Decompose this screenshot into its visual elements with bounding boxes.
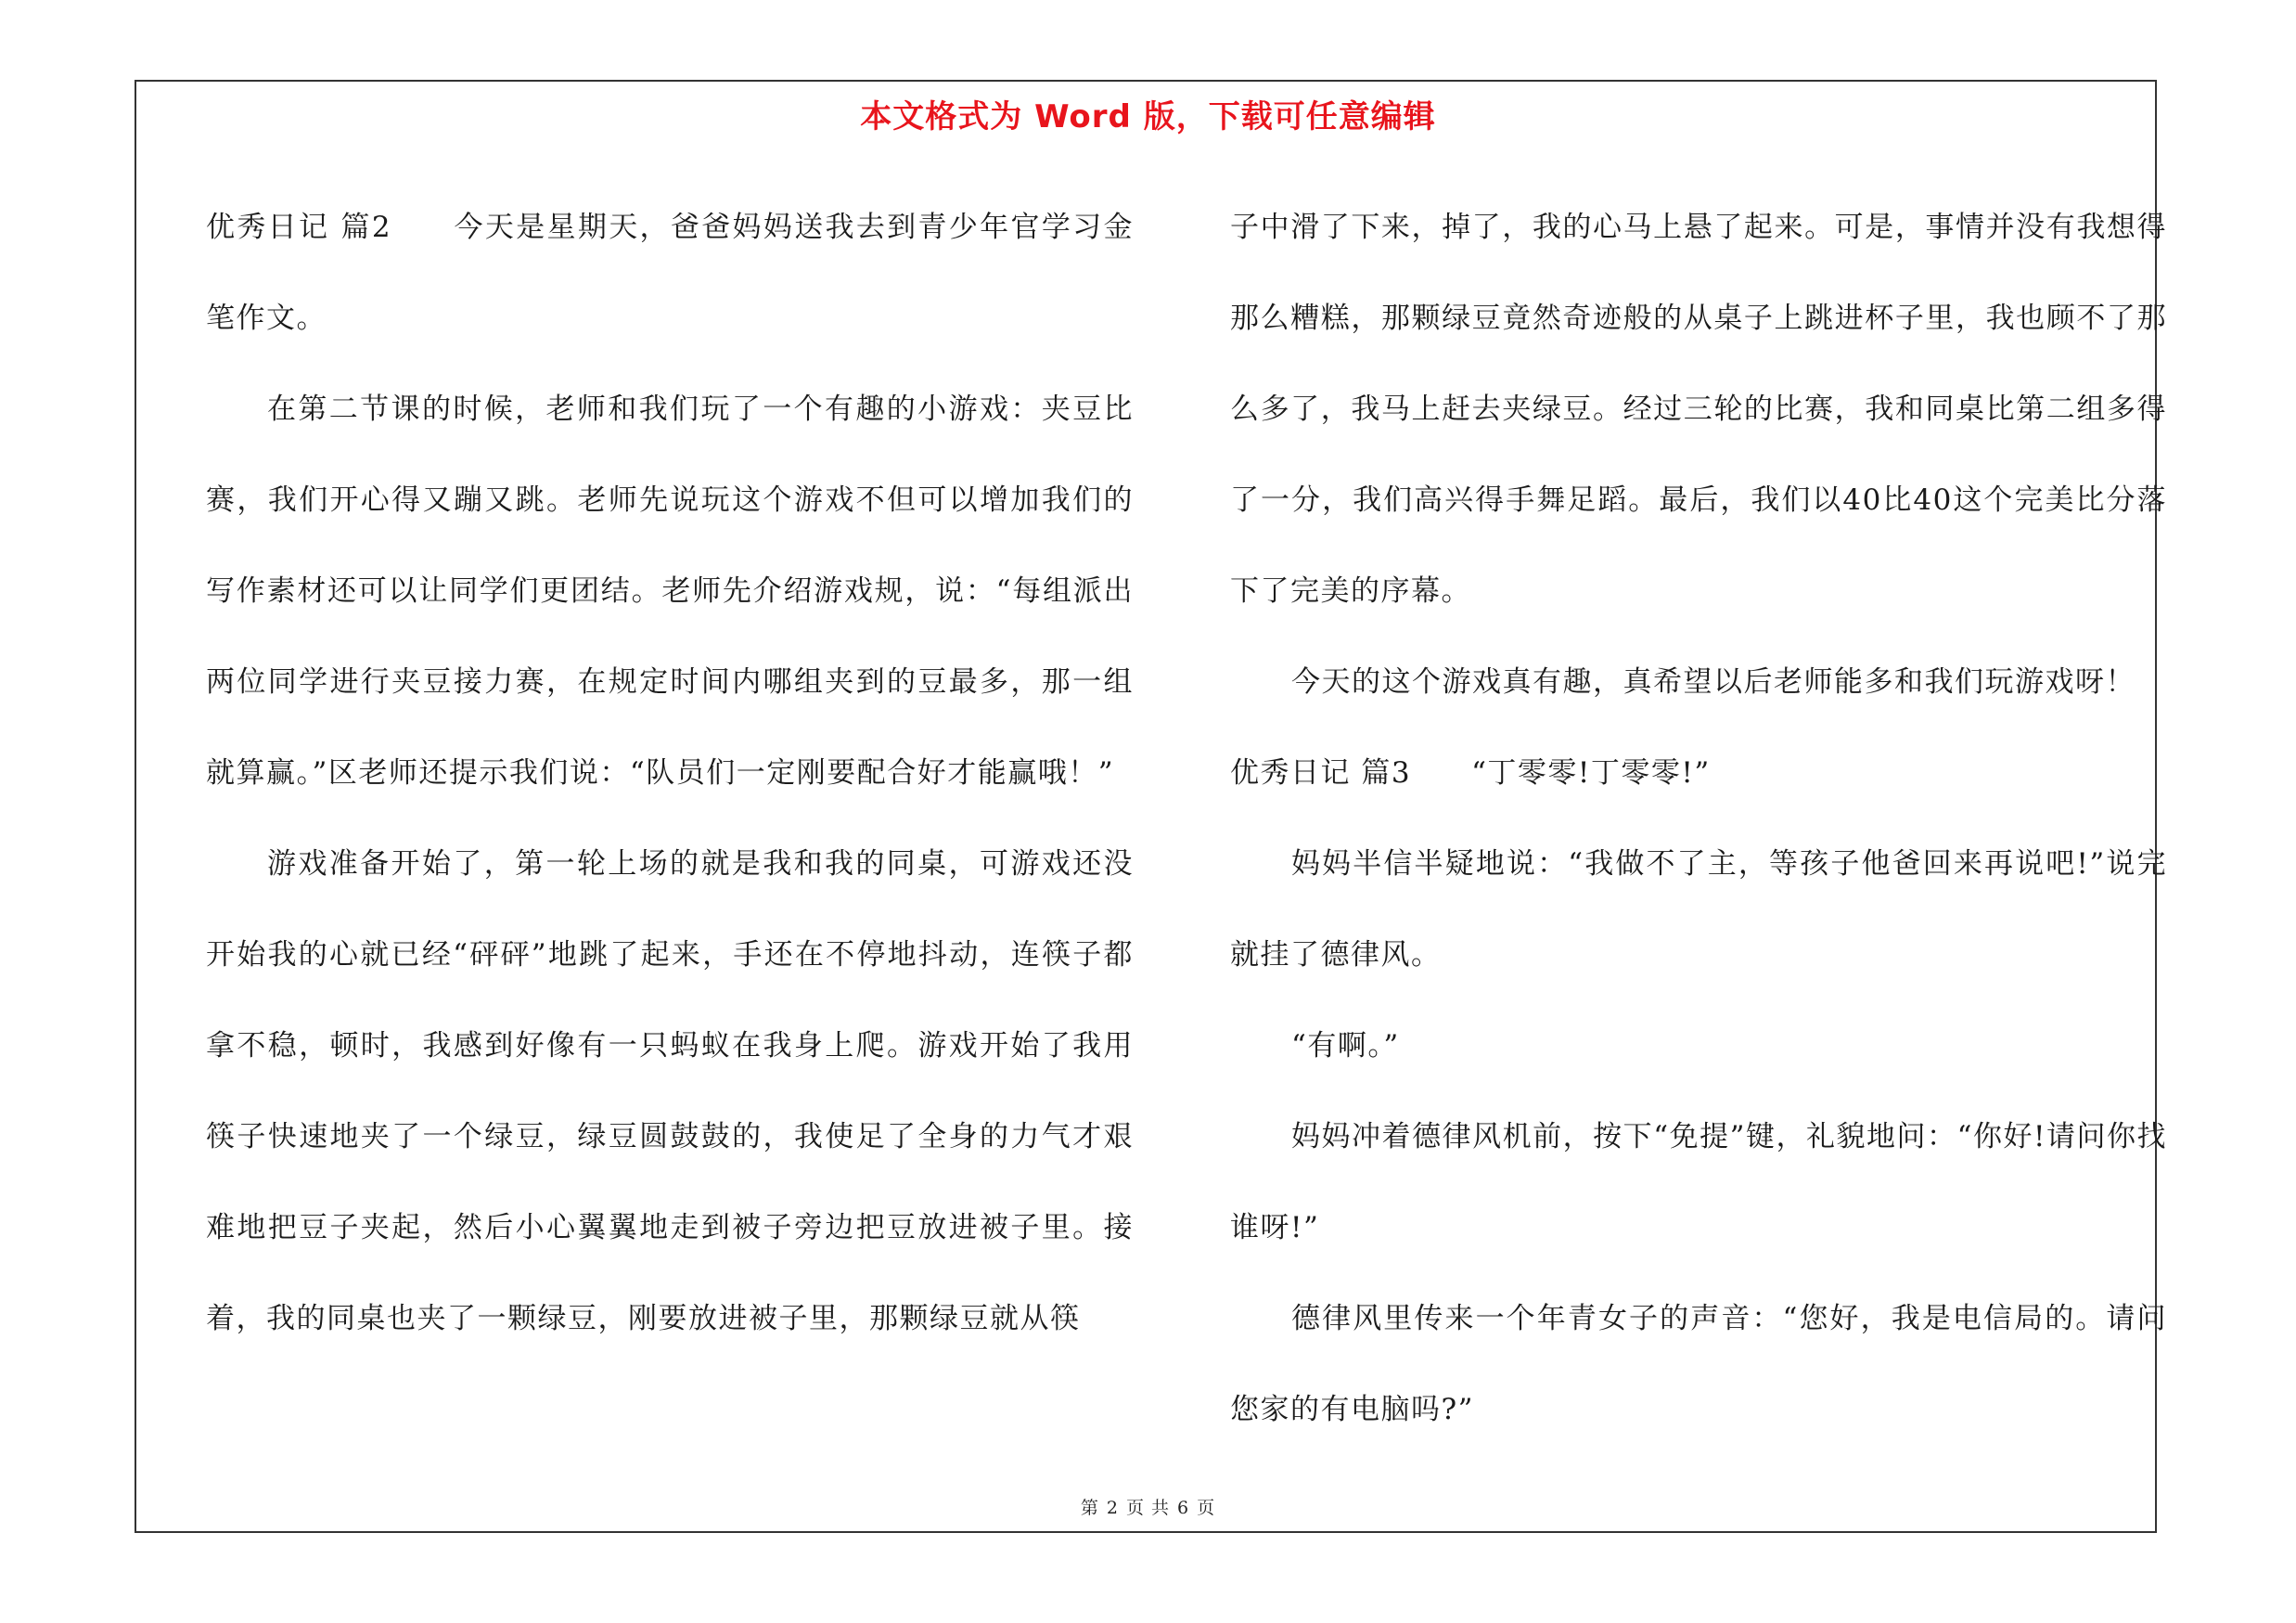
paragraph-entry2-start: 优秀日记 篇2 今天是星期天，爸爸妈妈送我去到青少年官学习金笔作文。 [206,211,1134,335]
paragraph-entry3-start: 优秀日记 篇3 “丁零零!丁零零!” [1230,756,1711,790]
footer-total-pages: 6 [1177,1498,1190,1518]
footer-suffix: 页 [1197,1498,1216,1518]
paragraph-game-continue: 子中滑了下来，掉了，我的心马上悬了起来。可是，事情并没有我想得那么糟糕，那颗绿豆竟然奇迹般的从桌子上跳进杯子里，我也顾不了那么多了，我马上赶去夹绿豆。经过三轮的比赛，我和同桌比第二组多得了一分，我们高兴得手舞足蹈。最后，我们以40比40这个完美比分落下了完美的序幕。 [1230,211,2167,608]
left-column [206,182,1134,1364]
paragraph-telecom-voice: 德律风里传来一个年青女子的声音：“您好，我是电信局的。请问您家的有电脑吗?” [1230,1302,2167,1426]
paragraph-game-conclusion: 今天的这个游戏真有趣，真希望以后老师能多和我们玩游戏呀！ [1291,665,2136,699]
paragraph-game-intro: 在第二节课的时候，老师和我们玩了一个有趣的小游戏：夹豆比赛，我们开心得又蹦又跳。老师先说玩这个游戏不但可以增加我们的写作素材还可以让同学们更团结。老师先介绍游戏规，说：“每组派出两位同学进行夹豆接力赛，在规定时间内哪组夹到的豆最多，那一组就算赢。”区老师还提示我们说：“队员们一定刚要配合好才能赢哦！” [206,393,1134,790]
paragraph-game-start: 游戏准备开始了，第一轮上场的就是我和我的同桌，可游戏还没开始我的心就已经“砰砰”地跳了起来，手还在不停地抖动，连筷子都拿不稳，顿时，我感到好像有一只蚂蚁在我身上爬。游戏开始了我用筷子快速地夹了一个绿豆，绿豆圆鼓鼓的，我使足了全身的力气才艰难地把豆子夹起，然后小心翼翼地走到被子旁边把豆放进被子里。接着，我的同桌也夹了一颗绿豆，刚要放进被子里，那颗绿豆就从筷 [206,847,1134,1335]
footer-prefix: 第 [1080,1498,1099,1518]
right-column [1230,182,2167,1455]
paragraph-speakerphone: 妈妈冲着德律风机前，按下“免提”键，礼貌地问：“你好!请问你找谁呀!” [1230,1120,2167,1244]
page-footer [0,1494,2296,1519]
footer-mid: 页 共 [1125,1498,1171,1518]
footer-current-page: 2 [1106,1498,1119,1518]
format-banner: 本文格式为 Word 版，下载可任意编辑 [860,98,1436,135]
paragraph-yes: “有啊。” [1291,1029,1400,1063]
paragraph-mother-reply: 妈妈半信半疑地说：“我做不了主，等孩子他爸回来再说吧!”说完就挂了德律风。 [1230,847,2167,972]
